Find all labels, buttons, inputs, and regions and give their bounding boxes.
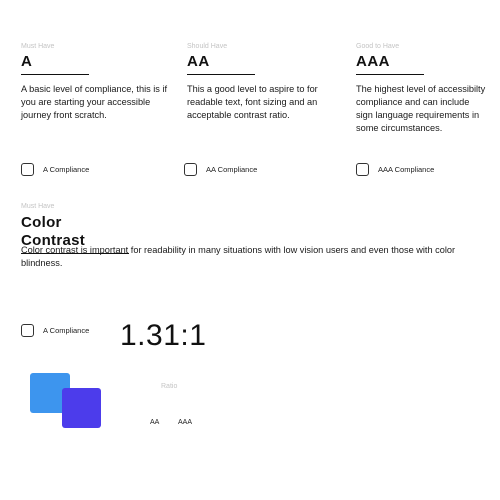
contrast-ratio-value: 1.31:1 (120, 319, 207, 352)
aa-compliance-checkbox-row[interactable] (184, 163, 257, 176)
level-card-a (21, 42, 171, 122)
level-description: A basic level of compliance, this is if you are starting your accessible journey front scratch. (21, 84, 168, 120)
level-title: A (21, 53, 89, 75)
aaa-compliance-checkbox-row[interactable] (356, 163, 434, 176)
section-title: Color Contrast (21, 214, 129, 254)
level-title: AA (187, 53, 255, 75)
color-contrast-compliance-checkbox-row[interactable] (21, 324, 89, 337)
section-description: Color contrast is important for readability in many situations with low vision users and even those with color blindness. (21, 245, 456, 268)
checkbox-label: A Compliance (43, 165, 90, 174)
aaa-result-label: AAA (178, 419, 193, 426)
aa-result-label: AA (150, 419, 160, 426)
checkbox-label: AA Compliance (206, 165, 258, 174)
level-eyebrow: Must Have (21, 43, 55, 50)
level-eyebrow: Should Have (187, 43, 228, 50)
section-eyebrow: Must Have (21, 203, 55, 210)
color-contrast-compliance-checkbox[interactable] (21, 324, 34, 337)
checkbox-label: A Compliance (43, 326, 90, 335)
aa-compliance-checkbox[interactable] (184, 163, 197, 176)
foreground-color-swatch[interactable] (62, 388, 101, 428)
level-card-aa (187, 42, 337, 122)
level-description: The highest level of accessibilty compliance and can include sign language requirements in some circumstances. (356, 84, 486, 133)
aaa-compliance-checkbox[interactable] (356, 163, 369, 176)
level-eyebrow: Good to Have (356, 43, 400, 50)
level-card-aaa (356, 42, 486, 135)
a-compliance-checkbox[interactable] (21, 163, 34, 176)
a-compliance-checkbox-row[interactable] (21, 163, 89, 176)
checkbox-label: AAA Compliance (378, 165, 435, 174)
level-title: AAA (356, 53, 424, 75)
level-description: This a good level to aspire to for readable text, font sizing and an acceptable contrast ratio. (187, 84, 318, 120)
ratio-caption: Ratio (161, 383, 178, 390)
